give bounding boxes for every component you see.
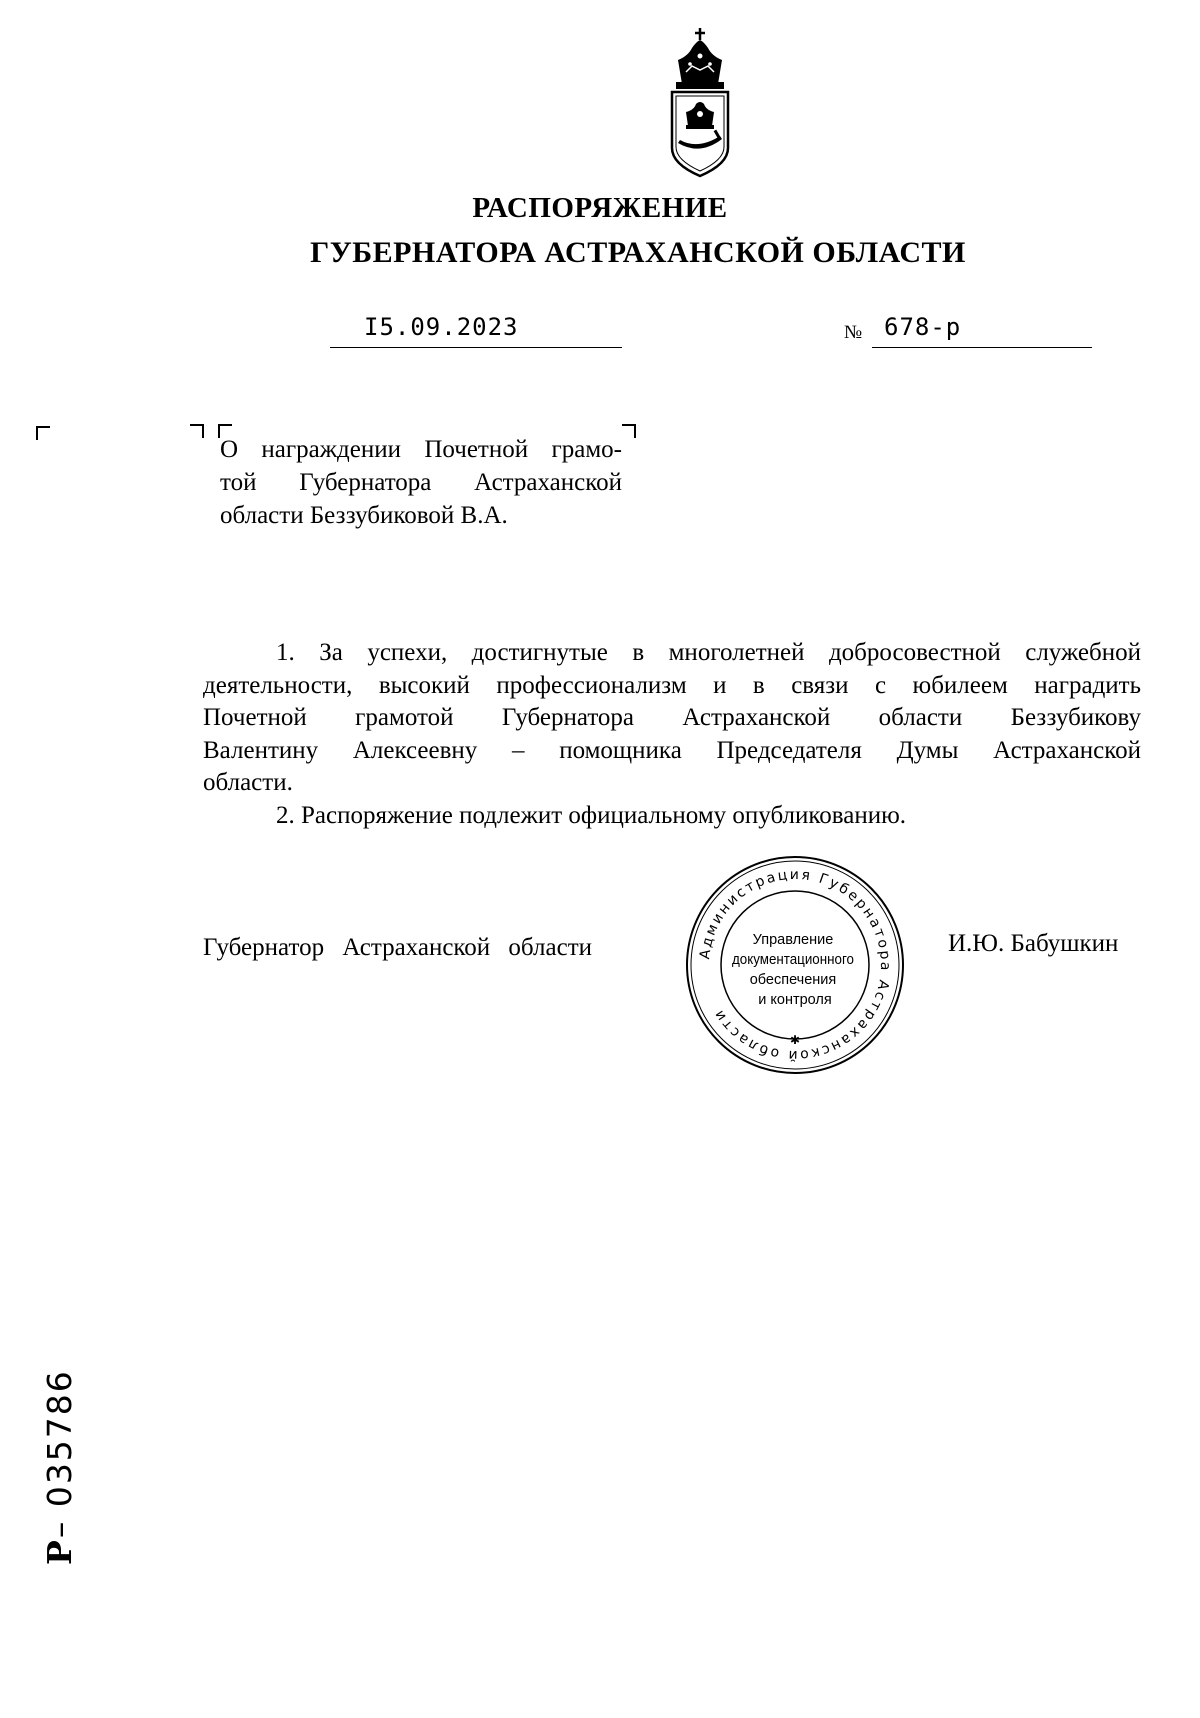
- subject-corner-mark-left-outer: [190, 424, 204, 438]
- body-line: 2. Распоряжение подлежит официальному опубликованию.: [276, 801, 907, 829]
- subject-line: О награждении Почетной грамо-: [220, 436, 622, 463]
- subject-line: той Губернатора Астраханской: [220, 469, 622, 496]
- body-line: 1. За успехи, достигнутые в многолетней добросовестной служебной: [276, 639, 1141, 666]
- document-subject: [220, 433, 622, 532]
- margin-corner-mark: [36, 426, 50, 440]
- official-stamp: [684, 854, 906, 1076]
- stamp-center-line: Управление: [752, 932, 834, 948]
- issuer-title: ГУБЕРНАТОРА АСТРАХАНСКОЙ ОБЛАСТИ: [310, 236, 966, 269]
- subject-line: области Беззубиковой В.А.: [220, 502, 508, 529]
- registration-digits: – 035786: [40, 1369, 79, 1539]
- paragraph-2: [203, 800, 1141, 833]
- document-body: [203, 637, 1141, 832]
- signatory-position: Губернатор Астраханской области: [203, 934, 593, 961]
- registration-prefix: Р: [40, 1538, 79, 1565]
- stamp-center-line: документационного: [731, 952, 854, 968]
- stamp-star: ✱: [789, 1033, 801, 1047]
- date-underline: [330, 347, 622, 348]
- document-date: I5.09.2023: [364, 313, 519, 341]
- coat-of-arms-emblem: [664, 26, 736, 178]
- signatory-name: И.Ю. Бабушкин: [948, 930, 1119, 957]
- number-sign: №: [844, 322, 863, 343]
- svg-text:Управление документационно: [732, 932, 858, 1008]
- body-line: области.: [203, 769, 293, 796]
- paragraph-1: [203, 637, 1141, 800]
- stamp-center-line: обеспечения: [749, 972, 837, 988]
- body-line: Валентину Алексеевну – помощника Председателя Думы Астраханской: [203, 736, 1141, 764]
- body-line: деятельности, высокий профессионализм и в связи с юбилеем наградить: [203, 671, 1141, 699]
- registration-number: [0, 1369, 80, 1565]
- number-underline: [872, 347, 1092, 348]
- document-type-title: РАСПОРЯЖЕНИЕ: [472, 192, 728, 224]
- document-number: 678-р: [884, 313, 962, 341]
- body-line: Почетной грамотой Губернатора Астраханской области Беззубикову: [203, 704, 1141, 731]
- subject-corner-mark-right: [622, 424, 636, 438]
- stamp-ring-text: Администрация Губернатора Астраханской области: [697, 866, 894, 1064]
- stamp-center-line: и контроля: [758, 992, 832, 1008]
